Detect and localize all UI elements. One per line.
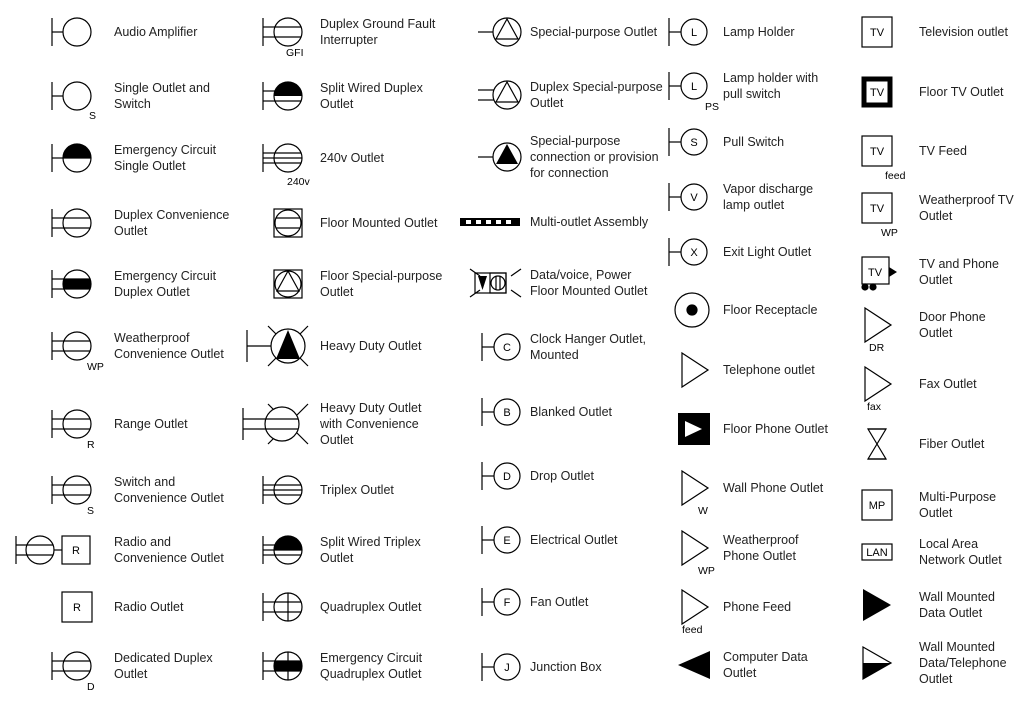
legend-label-line: Fiber Outlet xyxy=(919,437,985,451)
legend-label-line: Data Outlet xyxy=(919,606,983,620)
legend-label xyxy=(320,150,384,166)
svg-text:fax: fax xyxy=(867,401,882,413)
legend-label xyxy=(723,421,828,437)
legend-label xyxy=(114,268,216,300)
legend-label-line: Duplex Convenience xyxy=(114,208,230,222)
legend-label-line: Lamp Holder xyxy=(723,25,795,39)
legend-label xyxy=(530,267,647,299)
svg-text:LAN: LAN xyxy=(866,547,888,559)
legend-label-line: Duplex Outlet xyxy=(114,285,190,299)
legend-label-line: Floor Mounted Outlet xyxy=(320,216,438,230)
legend-label-line: pull switch xyxy=(723,87,781,101)
legend-label-line: Interrupter xyxy=(320,33,378,47)
legend-label xyxy=(114,599,183,615)
legend-label xyxy=(320,482,394,498)
legend-label-line: Outlet xyxy=(723,666,757,680)
legend-label xyxy=(919,143,967,159)
legend-label-line: Telephone outlet xyxy=(723,363,815,377)
legend-label xyxy=(114,330,224,362)
svg-text:X: X xyxy=(690,247,698,259)
svg-text:R: R xyxy=(87,439,95,451)
legend-label-line: Convenience Outlet xyxy=(114,551,224,565)
legend-label-line: TV Feed xyxy=(919,144,967,158)
svg-text:PS: PS xyxy=(705,101,720,113)
legend-label xyxy=(530,659,602,675)
legend-label-line: Floor Special-purpose xyxy=(320,269,443,283)
legend-label xyxy=(320,268,442,300)
legend-label xyxy=(919,192,1014,224)
legend-label xyxy=(320,338,421,354)
legend-label xyxy=(919,436,984,452)
legend-label xyxy=(530,594,588,610)
legend-label-line: Fax Outlet xyxy=(919,377,977,391)
svg-text:S: S xyxy=(89,110,97,122)
legend-label xyxy=(919,639,1007,687)
legend-label-line: Computer Data xyxy=(723,650,808,664)
legend-label xyxy=(114,416,188,432)
legend-label xyxy=(723,70,818,102)
svg-text:V: V xyxy=(690,192,698,204)
legend-label-line: Split Wired Duplex xyxy=(320,81,423,95)
legend-label-line: Convenience Outlet xyxy=(114,347,224,361)
legend-label-line: Heavy Duty Outlet xyxy=(320,339,422,353)
legend-label-line: Outlet xyxy=(919,506,953,520)
svg-text:S: S xyxy=(690,137,698,149)
svg-text:TV: TV xyxy=(869,146,885,158)
legend-label-line: Wall Mounted xyxy=(919,590,995,604)
svg-text:DR: DR xyxy=(869,342,885,354)
legend-label xyxy=(114,207,229,239)
legend-label-line: Data/Telephone xyxy=(919,656,1007,670)
svg-text:WP: WP xyxy=(698,565,715,577)
legend-label-line: Outlet xyxy=(919,672,953,686)
legend-label xyxy=(114,650,213,682)
svg-text:WP: WP xyxy=(87,361,104,373)
legend-label xyxy=(320,650,422,682)
legend-label-line: Fan Outlet xyxy=(530,595,589,609)
legend-label-line: Weatherproof xyxy=(723,533,799,547)
legend-label-line: Television outlet xyxy=(919,25,1008,39)
legend-label-line: Outlet xyxy=(114,224,148,238)
legend-label-line: Phone Outlet xyxy=(723,549,796,563)
legend-label-line: Radio and xyxy=(114,535,171,549)
legend-label-line: Radio Outlet xyxy=(114,600,184,614)
legend-label-line: Door Phone xyxy=(919,310,986,324)
legend-label xyxy=(919,256,999,288)
legend-label xyxy=(320,534,421,566)
legend-label xyxy=(114,142,216,174)
legend-label-line: Range Outlet xyxy=(114,417,188,431)
legend-label-line: Network Outlet xyxy=(919,553,1002,567)
legend-label-line: Pull Switch xyxy=(723,135,785,149)
svg-text:240v: 240v xyxy=(287,176,310,188)
legend-label-line: Floor Mounted Outlet xyxy=(530,284,648,298)
legend-label xyxy=(723,362,815,378)
legend-label-line: Data/voice, Power xyxy=(530,268,632,282)
legend-label-line: Clock Hanger Outlet, xyxy=(530,332,647,346)
legend-label xyxy=(723,599,791,615)
svg-text:E: E xyxy=(503,535,511,547)
svg-text:C: C xyxy=(503,342,511,354)
legend-label-line: Duplex Ground Fault xyxy=(320,17,436,31)
legend-label xyxy=(114,24,197,40)
legend-label-line: Special-purpose xyxy=(530,134,621,148)
legend-label xyxy=(919,376,977,392)
legend-label-line: Phone Feed xyxy=(723,600,792,614)
legend-label-line: with Convenience xyxy=(320,417,419,431)
legend-label-line: Local Area xyxy=(919,537,979,551)
legend-label-line: Outlet xyxy=(320,433,354,447)
svg-text:MP: MP xyxy=(868,500,886,512)
svg-text:L: L xyxy=(690,27,698,39)
svg-text:L: L xyxy=(690,81,698,93)
legend-label-line: Split Wired Triplex xyxy=(320,535,421,549)
legend-label-line: Outlet xyxy=(919,209,953,223)
legend-label-line: Floor TV Outlet xyxy=(919,85,1004,99)
legend-label xyxy=(919,24,1008,40)
legend-label xyxy=(320,80,423,112)
legend-label-line: Wall Mounted xyxy=(919,640,995,654)
legend-label-line: Outlet xyxy=(320,551,354,565)
svg-text:J: J xyxy=(504,662,510,674)
legend-label xyxy=(919,84,1004,100)
legend-label-line: Dedicated Duplex xyxy=(114,651,213,665)
legend-label-line: Outlet xyxy=(320,285,354,299)
svg-text:B: B xyxy=(503,407,511,419)
legend-label-line: Triplex Outlet xyxy=(320,483,394,497)
legend-label-line: TV and Phone xyxy=(919,257,999,271)
legend-label-line: Quadruplex Outlet xyxy=(320,667,422,681)
legend-label xyxy=(530,404,612,420)
svg-text:TV: TV xyxy=(869,27,885,39)
legend-label-line: Emergency Circuit xyxy=(114,269,217,283)
svg-text:S: S xyxy=(87,505,95,517)
legend-label xyxy=(723,532,799,564)
legend-label-line: Weatherproof xyxy=(114,331,190,345)
legend-label-line: Wall Phone Outlet xyxy=(723,481,824,495)
legend-label xyxy=(320,400,421,448)
legend-label xyxy=(114,534,224,566)
svg-text:feed: feed xyxy=(885,170,906,182)
legend-label-line: Mounted xyxy=(530,348,579,362)
legend-label-line: Special-purpose Outlet xyxy=(530,25,658,39)
legend-label xyxy=(320,16,435,48)
legend-label-line: Switch xyxy=(114,97,151,111)
legend-label-line: Floor Receptacle xyxy=(723,303,818,317)
legend-label-line: Floor Phone Outlet xyxy=(723,422,828,436)
legend-label-line: Outlet xyxy=(114,667,148,681)
legend-label-line: Multi-outlet Assembly xyxy=(530,215,649,229)
legend-label xyxy=(530,214,648,230)
legend-label-line: Outlet xyxy=(919,326,953,340)
svg-text:TV: TV xyxy=(869,87,885,99)
legend-label-line: Electrical Outlet xyxy=(530,533,618,547)
legend-label-line: Exit Light Outlet xyxy=(723,245,812,259)
legend-label xyxy=(320,599,421,615)
legend-label-line: for connection xyxy=(530,166,609,180)
legend-label xyxy=(723,480,823,496)
legend-label-line: Outlet xyxy=(320,97,354,111)
legend-label-line: lamp outlet xyxy=(723,198,785,212)
legend-label xyxy=(114,80,210,112)
legend-label xyxy=(723,134,784,150)
legend-label xyxy=(530,532,618,548)
svg-text:R: R xyxy=(72,545,80,557)
svg-text:GFI: GFI xyxy=(286,47,304,59)
legend-label-line: Switch and xyxy=(114,475,176,489)
legend-label-line: Weatherproof TV xyxy=(919,193,1014,207)
legend-label xyxy=(320,215,437,231)
svg-text:D: D xyxy=(503,471,511,483)
legend-label-line: Vapor discharge xyxy=(723,182,814,196)
legend-label-line: Outlet xyxy=(919,273,953,287)
legend-label xyxy=(723,181,813,213)
legend-label-line: Drop Outlet xyxy=(530,469,594,483)
legend-label-line: Single Outlet xyxy=(114,159,186,173)
legend-label xyxy=(530,331,646,363)
legend-label-line: Audio Amplifier xyxy=(114,25,198,39)
legend-label-line: Multi-Purpose xyxy=(919,490,997,504)
svg-text:feed: feed xyxy=(682,624,703,636)
legend-label xyxy=(919,536,1002,568)
legend-label-line: Quadruplex Outlet xyxy=(320,600,422,614)
svg-text:WP: WP xyxy=(881,227,898,239)
svg-text:F: F xyxy=(503,597,511,609)
legend-label-line: Heavy Duty Outlet xyxy=(320,401,422,415)
legend-label-line: Convenience Outlet xyxy=(114,491,224,505)
legend-label-line: Emergency Circuit xyxy=(320,651,423,665)
legend-label xyxy=(723,302,818,318)
legend-label-line: Lamp holder with xyxy=(723,71,819,85)
legend-label-line: 240v Outlet xyxy=(320,151,384,165)
legend-label xyxy=(723,244,811,260)
svg-text:W: W xyxy=(698,505,708,517)
legend-label-line: Outlet xyxy=(530,96,564,110)
legend-label-line: Duplex Special-purpose xyxy=(530,80,663,94)
legend-label xyxy=(530,468,594,484)
legend-label-line: Emergency Circuit xyxy=(114,143,217,157)
legend-label xyxy=(114,474,224,506)
svg-text:TV: TV xyxy=(867,267,883,279)
legend-label-line: Blanked Outlet xyxy=(530,405,612,419)
legend-label-line: Junction Box xyxy=(530,660,602,674)
legend-label xyxy=(919,589,995,621)
legend-label xyxy=(723,24,795,40)
svg-text:R: R xyxy=(73,602,81,614)
legend-label-line: Single Outlet and xyxy=(114,81,210,95)
legend-label-line: connection or provision xyxy=(530,150,659,164)
legend-label xyxy=(919,309,986,341)
legend-label xyxy=(723,649,808,681)
svg-text:TV: TV xyxy=(869,203,885,215)
svg-text:D: D xyxy=(87,681,95,693)
